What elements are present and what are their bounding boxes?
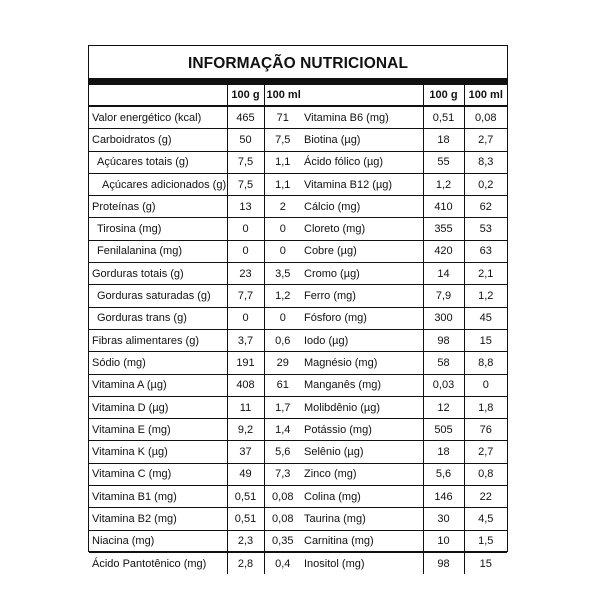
right-nutrient-name: Potássio (mg)	[301, 419, 423, 441]
table-row	[89, 374, 507, 396]
right-value-100g: 505	[423, 419, 464, 441]
left-value-100ml: 1,1	[264, 173, 301, 195]
left-value-100g: 0	[227, 240, 264, 262]
right-nutrient-name: Iodo (µg)	[301, 329, 423, 351]
table-row	[89, 486, 507, 508]
right-value-100g: 10	[423, 530, 464, 552]
left-value-100g: 23	[227, 263, 264, 285]
right-nutrient-name: Vitamina B12 (µg)	[301, 173, 423, 195]
table-row	[89, 151, 507, 173]
left-value-100ml: 29	[264, 352, 301, 374]
left-value-100ml: 7,5	[264, 129, 301, 151]
right-value-100g: 300	[423, 307, 464, 329]
table-row	[89, 530, 507, 552]
table-row	[89, 396, 507, 418]
left-nutrient-name: Ácido Pantotênico (mg)	[92, 557, 207, 570]
left-nutrient-name: Fenilalanina (mg)	[89, 240, 227, 262]
right-nutrient-name: Biotina (µg)	[301, 129, 423, 151]
right-nutrient-name: Selênio (µg)	[301, 441, 423, 463]
right-value-100ml: 63	[464, 240, 507, 262]
left-value-100g: 50	[227, 129, 264, 151]
nutrition-table-body	[89, 85, 507, 574]
right-nutrient-name: Colina (mg)	[301, 486, 423, 508]
right-value-100ml: 1,5	[464, 530, 507, 552]
table-row	[89, 285, 507, 307]
left-value-100ml: 0	[264, 307, 301, 329]
left-value-100ml: 3,5	[264, 263, 301, 285]
table-row	[89, 441, 507, 463]
header-100ml-right: 100 ml	[464, 85, 507, 106]
right-nutrient-name: Ferro (mg)	[301, 285, 423, 307]
right-nutrient-name: Cálcio (mg)	[301, 196, 423, 218]
left-nutrient-name: Valor energético (kcal)	[89, 106, 227, 129]
left-value-100g: 3,7	[227, 329, 264, 351]
right-value-100ml: 2,7	[464, 129, 507, 151]
right-value-100g: 30	[423, 508, 464, 530]
table-row	[89, 218, 507, 240]
right-value-100g: 0,51	[423, 106, 464, 129]
table-row	[89, 552, 507, 574]
right-nutrient-name: Cloreto (mg)	[301, 218, 423, 240]
left-value-100g: 0	[227, 218, 264, 240]
right-value-100g: 146	[423, 486, 464, 508]
left-nutrient-name: Vitamina A (µg)	[89, 374, 227, 396]
left-value-100g: 2,3	[227, 530, 264, 552]
right-value-100g: 98	[423, 552, 464, 574]
table-row	[89, 106, 507, 129]
left-value-100g: 7,5	[227, 173, 264, 195]
left-value-100g: 2,8	[227, 552, 264, 574]
left-value-100ml: 0	[264, 240, 301, 262]
right-value-100g: 18	[423, 129, 464, 151]
table-row	[89, 240, 507, 262]
header-blank-left	[89, 85, 227, 106]
table-row	[89, 129, 507, 151]
left-value-100ml: 1,1	[264, 151, 301, 173]
right-value-100g: 58	[423, 352, 464, 374]
table-row	[89, 329, 507, 351]
table-row	[89, 352, 507, 374]
left-value-100ml: 0,4	[264, 552, 301, 574]
right-value-100g: 98	[423, 329, 464, 351]
right-nutrient-name: Taurina (mg)	[301, 508, 423, 530]
left-value-100ml: 0,35	[264, 530, 301, 552]
left-value-100g: 191	[227, 352, 264, 374]
table-row	[89, 419, 507, 441]
nutrition-table	[89, 85, 507, 574]
left-nutrient-name: Gorduras saturadas (g)	[89, 285, 227, 307]
header-blank-right	[301, 85, 423, 106]
right-value-100g: 0,03	[423, 374, 464, 396]
left-value-100g: 0,51	[227, 486, 264, 508]
left-nutrient-name: Açúcares totais (g)	[89, 151, 227, 173]
right-value-100ml: 2,1	[464, 263, 507, 285]
left-nutrient-name: Fibras alimentares (g)	[89, 329, 227, 351]
left-value-100g: 11	[227, 396, 264, 418]
left-value-100ml: 1,4	[264, 419, 301, 441]
right-value-100ml: 15	[464, 329, 507, 351]
left-nutrient-name: Açúcares adicionados (g)	[89, 173, 227, 195]
left-value-100ml: 5,6	[264, 441, 301, 463]
left-nutrient-name: Sódio (mg)	[89, 352, 227, 374]
right-value-100ml: 1,8	[464, 396, 507, 418]
table-row	[89, 508, 507, 530]
nutrition-facts-panel	[88, 45, 508, 570]
right-nutrient-name: Vitamina B6 (mg)	[301, 106, 423, 129]
right-value-100g: 18	[423, 441, 464, 463]
right-value-100ml: 0,2	[464, 173, 507, 195]
right-value-100ml: 0,08	[464, 106, 507, 129]
left-nutrient-name: Vitamina B1 (mg)	[89, 486, 227, 508]
left-value-100ml: 7,3	[264, 463, 301, 485]
right-value-100g: 5,6	[423, 463, 464, 485]
left-nutrient-name: Vitamina C (mg)	[89, 463, 227, 485]
right-nutrient-name: Cromo (µg)	[301, 263, 423, 285]
left-nutrient-name: Vitamina B2 (mg)	[89, 508, 227, 530]
panel-title: INFORMAÇÃO NUTRICIONAL	[187, 55, 409, 72]
right-value-100g: 14	[423, 263, 464, 285]
left-value-100ml: 1,2	[264, 285, 301, 307]
table-row	[89, 307, 507, 329]
table-row	[89, 463, 507, 485]
left-nutrient-name: Vitamina E (mg)	[89, 419, 227, 441]
right-value-100ml: 45	[464, 307, 507, 329]
left-nutrient-name: Gorduras totais (g)	[89, 263, 227, 285]
left-value-100ml: 0,6	[264, 329, 301, 351]
left-nutrient-name: Vitamina D (µg)	[89, 396, 227, 418]
table-row	[89, 196, 507, 218]
left-value-100g: 9,2	[227, 419, 264, 441]
left-value-100g: 49	[227, 463, 264, 485]
right-value-100ml: 1,2	[464, 285, 507, 307]
right-value-100ml: 0	[464, 374, 507, 396]
header-100g-right: 100 g	[423, 85, 464, 106]
left-value-100ml: 0,08	[264, 486, 301, 508]
header-100ml-left: 100 ml	[264, 85, 301, 106]
right-nutrient-name: Zinco (mg)	[301, 463, 423, 485]
right-value-100g: 355	[423, 218, 464, 240]
right-value-100g: 410	[423, 196, 464, 218]
right-value-100ml: 8,8	[464, 352, 507, 374]
right-value-100ml: 2,7	[464, 441, 507, 463]
right-nutrient-name: Magnésio (mg)	[301, 352, 423, 374]
table-header-row	[89, 85, 507, 106]
right-value-100ml: 4,5	[464, 508, 507, 530]
left-value-100g: 7,5	[227, 151, 264, 173]
left-value-100g: 465	[227, 106, 264, 129]
header-100g-left: 100 g	[227, 85, 264, 106]
right-value-100g: 12	[423, 396, 464, 418]
table-row	[89, 173, 507, 195]
right-value-100ml: 15	[464, 552, 507, 574]
left-nutrient-name: Proteínas (g)	[89, 196, 227, 218]
left-value-100g: 13	[227, 196, 264, 218]
right-nutrient-name: Carnitina (mg)	[301, 530, 423, 552]
left-nutrient-name: Gorduras trans (g)	[89, 307, 227, 329]
right-value-100ml: 76	[464, 419, 507, 441]
left-nutrient-name: Niacina (mg)	[89, 530, 227, 552]
left-nutrient-name: Carboidratos (g)	[89, 129, 227, 151]
right-nutrient-name: Manganês (mg)	[301, 374, 423, 396]
left-value-100g: 0,51	[227, 508, 264, 530]
left-value-100ml: 1,7	[264, 396, 301, 418]
right-nutrient-name: Ácido fólico (µg)	[301, 151, 423, 173]
right-value-100ml: 0,8	[464, 463, 507, 485]
right-value-100ml: 53	[464, 218, 507, 240]
right-nutrient-name: Fósforo (mg)	[301, 307, 423, 329]
left-value-100g: 7,7	[227, 285, 264, 307]
right-nutrient-name: Inositol (mg)	[304, 557, 365, 570]
left-value-100ml: 71	[264, 106, 301, 129]
left-value-100g: 0	[227, 307, 264, 329]
left-value-100ml: 0,08	[264, 508, 301, 530]
right-value-100ml: 62	[464, 196, 507, 218]
right-nutrient-name: Cobre (µg)	[301, 240, 423, 262]
right-value-100g: 1,2	[423, 173, 464, 195]
right-value-100g: 420	[423, 240, 464, 262]
left-nutrient-name: Vitamina K (µg)	[89, 441, 227, 463]
left-value-100g: 408	[227, 374, 264, 396]
table-row	[89, 263, 507, 285]
right-value-100g: 55	[423, 151, 464, 173]
left-value-100ml: 2	[264, 196, 301, 218]
left-nutrient-name: Tirosina (mg)	[89, 218, 227, 240]
right-value-100ml: 22	[464, 486, 507, 508]
left-value-100g: 37	[227, 441, 264, 463]
right-value-100g: 7,9	[423, 285, 464, 307]
right-value-100ml: 8,3	[464, 151, 507, 173]
left-value-100ml: 0	[264, 218, 301, 240]
title-bar-divider	[89, 78, 507, 85]
left-value-100ml: 61	[264, 374, 301, 396]
right-nutrient-name: Molibdênio (µg)	[301, 396, 423, 418]
